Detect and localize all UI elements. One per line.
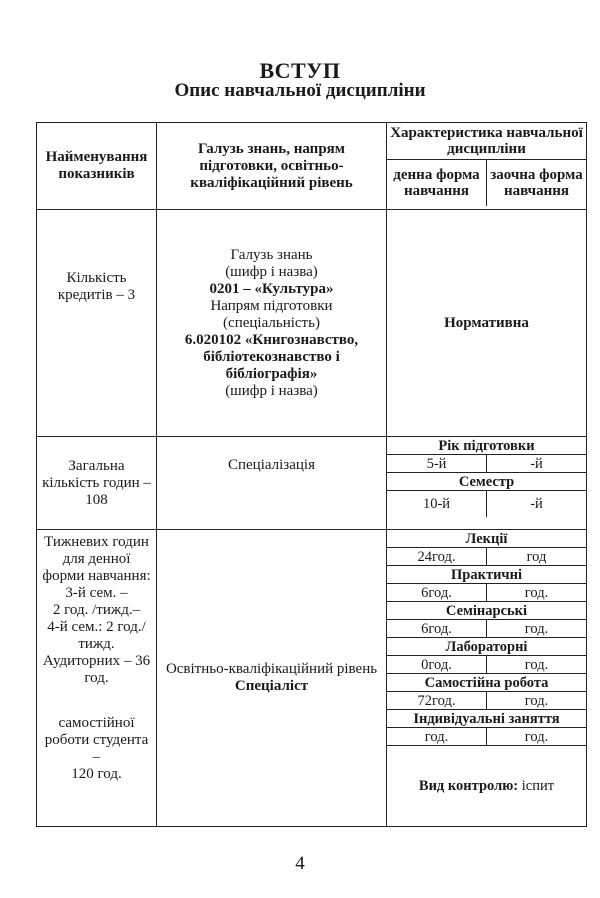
auditory-hours: Аудиторних – 36 год. bbox=[42, 653, 151, 686]
self-work-day: 72год. bbox=[387, 692, 487, 710]
field-code: 0201 – «Культура» bbox=[209, 280, 334, 297]
self-work-label: Самостійна робота bbox=[387, 674, 586, 692]
total-hours-cell: Загальна кількість годин – 108 bbox=[37, 437, 157, 530]
weekly-hours-cell bbox=[37, 530, 157, 827]
seminar-day: 6год. bbox=[387, 620, 487, 638]
seminar-label: Семінарські bbox=[387, 602, 586, 620]
qualification-cell bbox=[157, 530, 387, 827]
discipline-description-table bbox=[36, 122, 587, 827]
page-title: ВСТУП bbox=[259, 58, 341, 83]
semester-3-hours: 2 год. /тижд.– bbox=[52, 602, 141, 618]
year-day: 5-й bbox=[387, 455, 487, 473]
practical-day: 6год. bbox=[387, 584, 487, 602]
page-number: 4 bbox=[295, 853, 305, 874]
lectures-day: 24год. bbox=[387, 548, 487, 566]
semester-4-hours: 4-й сем.: 2 год./ тижд. bbox=[47, 619, 146, 652]
header-field: Галузь знань, напрям підготовки, освітньо-кваліфікаційний рівень bbox=[157, 123, 387, 210]
table-row bbox=[37, 530, 587, 827]
specialization-cell: Спеціалізація bbox=[157, 437, 387, 530]
individual-day: год. bbox=[387, 728, 487, 746]
self-work-hours: 120 год. bbox=[71, 766, 122, 782]
self-work-extramural: год. bbox=[487, 692, 587, 710]
weekly-hours-text: Тижневих годин для денної форми навчання: bbox=[42, 534, 151, 584]
header-extramural-form: заочна форма навчання bbox=[487, 160, 587, 207]
credits-cell: Кількість кредитів – 3 bbox=[37, 210, 157, 437]
qualification-label: Освітньо-кваліфікаційний рівень bbox=[165, 661, 378, 677]
year-label: Рік підготовки bbox=[387, 437, 586, 455]
lab-label: Лабораторні bbox=[387, 638, 586, 656]
semester-day: 10-й bbox=[387, 491, 487, 518]
table-row bbox=[37, 437, 587, 530]
direction-label: Напрям підготовки bbox=[210, 297, 333, 314]
page-subtitle: Опис навчальної дисципліни bbox=[174, 80, 426, 101]
hours-breakdown-cell bbox=[387, 530, 587, 827]
field-code-hint: (шифр і назва) bbox=[225, 263, 318, 280]
year-extramural: -й bbox=[487, 455, 587, 473]
practical-extramural: год. bbox=[487, 584, 587, 602]
practical-label: Практичні bbox=[387, 566, 586, 584]
table-header-row bbox=[37, 123, 587, 210]
header-characteristics-title: Характеристика навчальної дисципліни bbox=[387, 123, 586, 160]
qualification-value: Спеціаліст bbox=[234, 678, 309, 694]
lab-day: 0год. bbox=[387, 656, 487, 674]
table-row bbox=[37, 210, 587, 437]
semester-extramural: -й bbox=[487, 491, 587, 518]
lectures-extramural: год bbox=[487, 548, 587, 566]
seminar-extramural: год. bbox=[487, 620, 587, 638]
direction-code: 6.020102 «Книгознавство, бібліотекознавство і бібліографія» bbox=[184, 331, 359, 382]
normative-cell: Нормативна bbox=[387, 210, 587, 437]
lectures-label: Лекції bbox=[387, 530, 586, 548]
control-type bbox=[387, 746, 586, 827]
header-indicators: Найменування показників bbox=[37, 123, 157, 210]
specialty-hint: (спеціальність) bbox=[223, 314, 320, 331]
control-type-value: іспит bbox=[521, 778, 555, 794]
self-work-text: самостійної роботи студента – bbox=[44, 715, 149, 765]
year-semester-cell bbox=[387, 437, 587, 530]
header-characteristics bbox=[387, 123, 587, 210]
direction-code-hint: (шифр і назва) bbox=[225, 382, 318, 399]
field-label: Галузь знань bbox=[230, 246, 313, 263]
individual-label: Індивідуальні заняття bbox=[387, 710, 586, 728]
semester-3-label: 3-й сем. – bbox=[65, 585, 128, 601]
lab-extramural: год. bbox=[487, 656, 587, 674]
semester-label: Семестр bbox=[387, 473, 586, 491]
individual-extramural: год. bbox=[487, 728, 587, 746]
control-type-label: Вид контролю: bbox=[418, 778, 519, 794]
header-day-form: денна форма навчання bbox=[387, 160, 487, 207]
field-cell bbox=[157, 210, 387, 437]
